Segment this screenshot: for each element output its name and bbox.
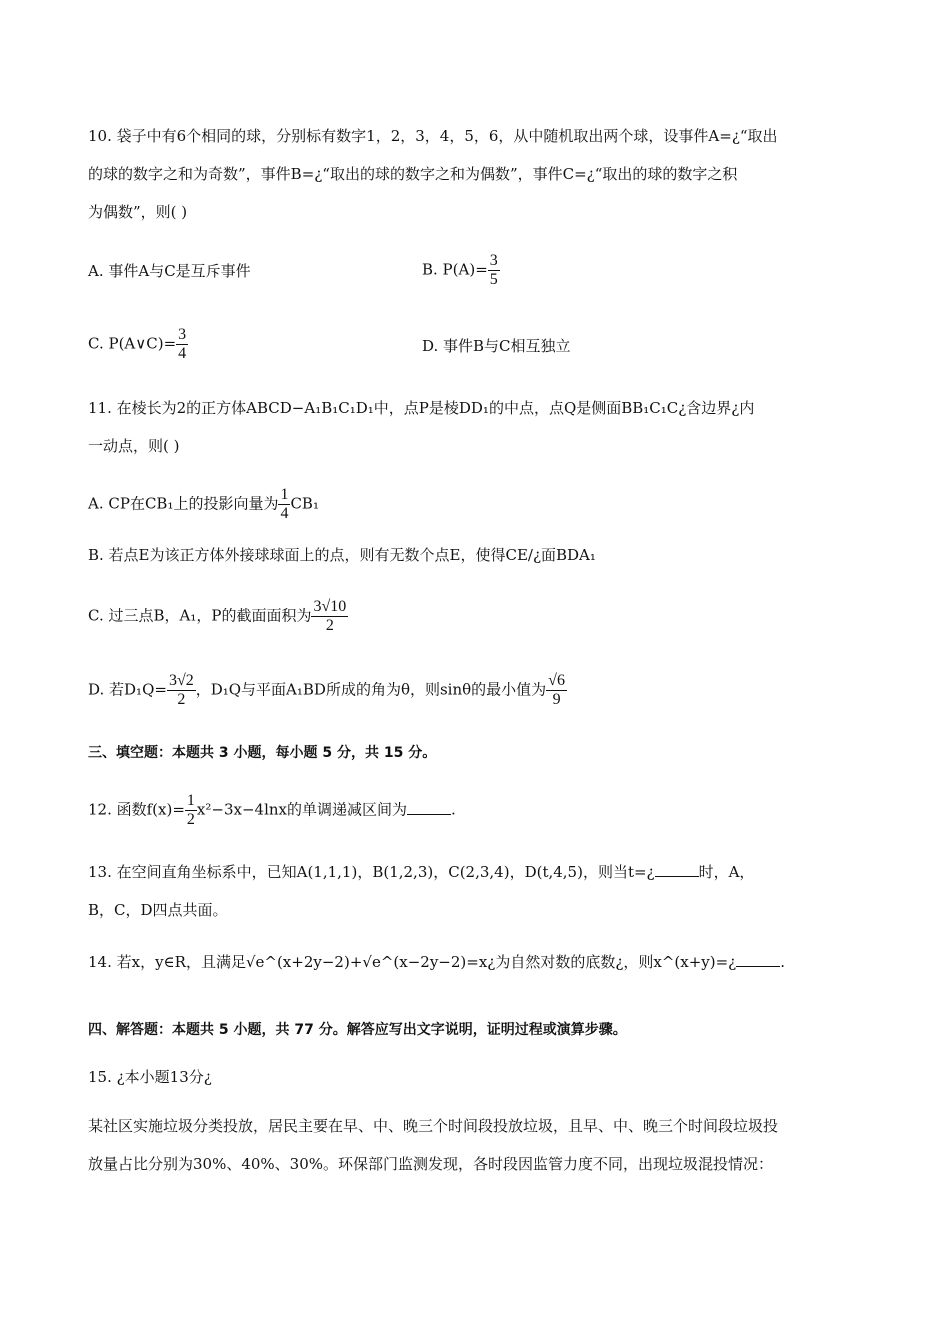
q11-line-2: 一动点，则( ) [88,437,180,455]
q11-option-c-fraction [311,598,348,635]
q10-option-c [88,326,188,363]
q14-text: 14. 若x，y∈R，且满足√e^(x+2y−2)+√e^(x−2y−2)=x¿为自然对数的底数¿，则x^(x+y)=¿ [88,953,737,971]
fraction-denominator: 2 [325,617,334,634]
q10-option-b-text: B. P(A)= [422,260,488,279]
q14 [88,952,785,972]
q10-option-c-text: C. P(A∨C)= [88,334,177,353]
q11-option-a [88,486,319,523]
fraction-numerator: 3√2 [168,672,194,689]
fraction-denominator: 2 [186,811,195,828]
q12-suffix: x²−3x−4lnx的单调递减区间为 [196,800,407,819]
q11-option-d-text: D. 若D₁Q= [88,680,167,699]
fraction-denominator: 2 [177,691,186,708]
q11-option-c-text: C. 过三点B，A₁，P的截面面积为 [88,606,312,625]
q10-line-3: 为偶数”，则( ) [88,203,188,221]
section-3-heading: 三、填空题：本题共 3 小题，每小题 5 分，共 15 分。 [88,745,437,761]
q11-option-c [88,598,348,635]
q12 [88,792,456,829]
q12-fraction [185,792,197,829]
fraction-numerator: 1 [186,792,195,809]
q11-option-d-middle: ，D₁Q与平面A₁BD所成的角为θ，则sinθ的最小值为 [195,680,547,699]
q10-option-b [422,252,500,289]
fraction-numerator: 3√10 [313,598,347,615]
q11-option-d-fraction-2 [546,672,567,709]
fraction-numerator: 3 [178,326,187,343]
q14-answer-blank [736,952,780,967]
q11-line-1: 11. 在棱长为2的正方体ABCD−A₁B₁C₁D₁中，点P是棱DD₁的中点，点Q是侧面BB₁C₁C¿含边界¿内 [88,399,755,417]
q12-answer-blank [407,800,451,815]
q13-line-1 [88,862,754,882]
fraction-numerator: 1 [280,486,289,503]
q10-option-c-fraction [176,326,188,363]
q11-option-b: B. 若点E为该正方体外接球球面上的点，则有无数个点E，使得CE/¿面BDA₁ [88,546,596,564]
q12-text: 12. 函数f(x)= [88,800,185,819]
q13-end: 时，A， [698,863,755,881]
q10-option-d: D. 事件B与C相互独立 [422,337,571,355]
q11-option-d [88,672,567,709]
q13-text: 13. 在空间直角坐标系中，已知A(1,1,1)，B(1,2,3)，C(2,3,4)，D(t,4,5)，则当t=¿ [88,863,655,881]
q10-option-b-fraction [488,252,500,289]
q14-end: . [780,953,785,971]
fraction-numerator: 3 [489,252,498,269]
q11-option-a-fraction [278,486,290,523]
q13-answer-blank [655,862,699,877]
fraction-denominator: 4 [178,345,187,362]
q13-line-2: B，C，D四点共面。 [88,901,228,919]
q15-title: 15. ¿本小题13分¿ [88,1068,212,1086]
fraction-denominator: 5 [489,271,498,288]
fraction-denominator: 9 [552,691,561,708]
fraction-denominator: 4 [280,505,289,522]
q12-end: . [451,800,456,819]
q11-option-a-text: A. CP在CB₁上的投影向量为 [88,494,279,513]
fraction-numerator: √6 [548,672,565,689]
q10-line-2: 的球的数字之和为奇数”，事件B=¿“取出的球的数字之和为偶数”，事件C=¿“取出的球的数字之积 [88,165,738,183]
section-4-heading: 四、解答题：本题共 5 小题，共 77 分。解答应写出文字说明，证明过程或演算步骤。 [88,1022,627,1038]
q11-option-a-vector: CB₁ [290,494,319,513]
q15-line-1: 某社区实施垃圾分类投放，居民主要在早、中、晚三个时间段投放垃圾，且早、中、晚三个时间段垃圾投 [88,1117,779,1135]
q15-line-2: 放量占比分别为30%、40%、30%。环保部门监测发现，各时段因监管力度不同，出现垃圾混投情况： [88,1155,774,1173]
q10-option-a: A. 事件A与C是互斥事件 [88,262,251,280]
q10-line-1: 10. 袋子中有6个相同的球，分别标有数字1，2，3，4，5，6，从中随机取出两个球，设事件A=¿“取出 [88,127,778,145]
q11-option-d-fraction-1 [167,672,196,709]
